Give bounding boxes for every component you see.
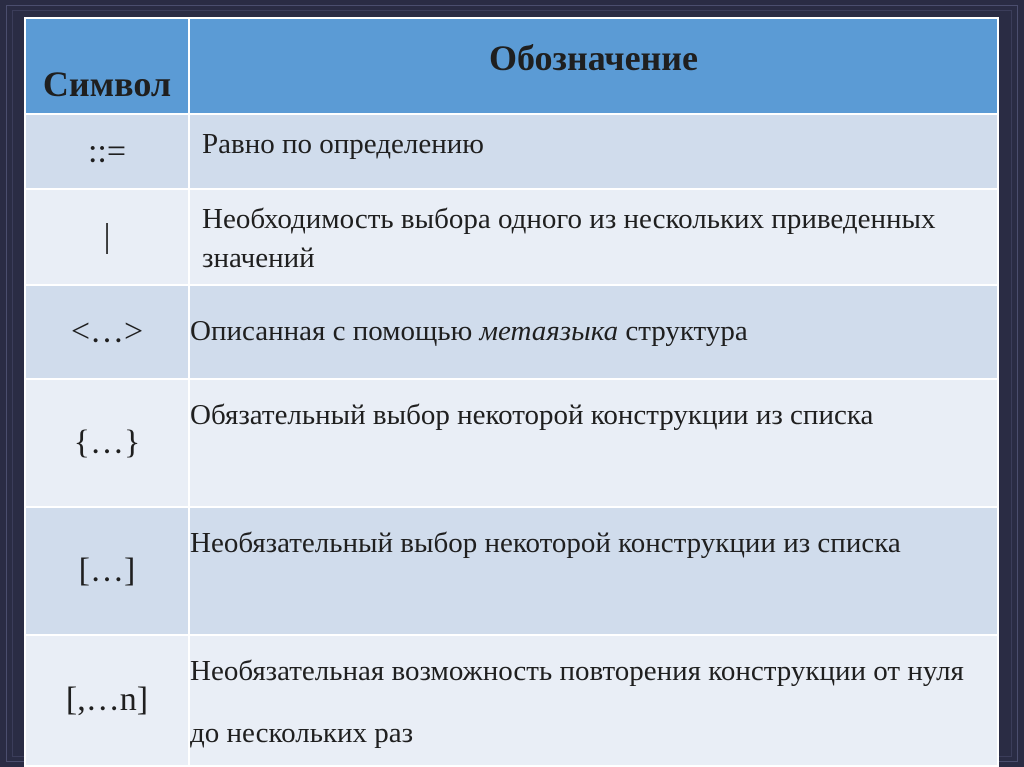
meaning-cell: Обязательный выбор некоторой конструкции из списка	[189, 379, 998, 507]
table-row	[25, 285, 998, 379]
meaning-text: структура	[618, 315, 748, 348]
symbol-cell: <…>	[25, 285, 189, 379]
meaning-emphasis: метаязыка	[479, 315, 619, 348]
table-row	[25, 189, 998, 285]
symbol-cell: {…}	[25, 379, 189, 507]
symbol-cell: ::=	[25, 114, 189, 189]
meaning-cell: Равно по определению	[189, 114, 998, 189]
meaning-cell	[189, 285, 998, 379]
header-meaning: Обозначение	[189, 18, 998, 114]
meaning-cell: Необязательная возможность повторения конструкции от нуля до нескольких раз	[189, 635, 998, 766]
table-row	[25, 507, 998, 635]
table-header-row	[25, 18, 998, 114]
table-row	[25, 379, 998, 507]
table-row	[25, 635, 998, 766]
symbol-cell: |	[25, 189, 189, 285]
symbol-cell: [,…n]	[25, 635, 189, 766]
meaning-cell: Необязательный выбор некоторой конструкции из списка	[189, 507, 998, 635]
notation-table	[24, 17, 999, 767]
symbol-cell: […]	[25, 507, 189, 635]
table-row	[25, 114, 998, 189]
meaning-cell: Необходимость выбора одного из нескольких приведенных значений	[189, 189, 998, 285]
header-symbol: Символ	[25, 18, 189, 114]
meaning-text: Описанная с помощью	[190, 315, 480, 348]
